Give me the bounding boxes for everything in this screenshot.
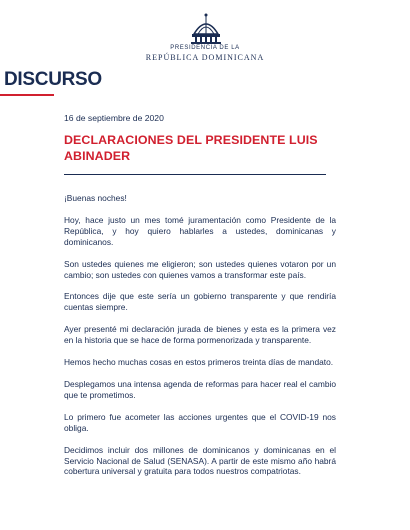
- org-name-line2: REPÚBLICA DOMINICANA: [145, 53, 265, 62]
- paragraph: Son ustedes quienes me eligieron; son ustedes quienes votaron por un cambio; son ustedes con quienes vamos a transformar este país.: [64, 258, 336, 280]
- paragraph: ¡Buenas noches!: [64, 193, 127, 203]
- title-divider: [64, 174, 326, 175]
- page-header: [0, 0, 410, 66]
- section-label: DISCURSO: [4, 69, 102, 90]
- paragraph: Hemos hecho muchas cosas en estos primeros treinta días de mandato.: [64, 357, 334, 368]
- paragraph: Entonces dije que este sería un gobierno transparente y que rendiría cuentas siempre.: [64, 291, 336, 313]
- org-name-line1: PRESIDENCIA DE LA: [170, 45, 240, 51]
- coat-of-arms-icon: [186, 12, 226, 44]
- paragraph: Desplegamos una intensa agenda de reformas para hacer real el cambio que te prometimos.: [64, 378, 336, 400]
- document-title: DECLARACIONES DEL PRESIDENTE LUIS ABINADER: [64, 133, 318, 163]
- paragraph: Hoy, hace justo un mes tomé juramentación como Presidente de la República, y hoy quiero hablarles a ustedes, dominicanas y dominicanos.: [64, 214, 336, 247]
- paragraph: Ayer presenté mi declaración jurada de bienes y esta es la primera vez en la historia que se hace de forma pormenorizada y transparente.: [64, 324, 336, 346]
- document-body: [64, 193, 336, 477]
- document-content: [64, 113, 336, 488]
- paragraph: Decidimos incluir dos millones de dominicanos y dominicanas en el Servicio Nacional de Salud (SENASA). A partir de este mismo año habrá cobertura universal y gratuita para todos nuestros compatriotas.: [64, 444, 336, 477]
- document-date: 16 de septiembre de 2020: [64, 113, 164, 123]
- section-accent-bar: [0, 94, 54, 96]
- paragraph: Lo primero fue acometer las acciones urgentes que el COVID-19 nos obliga.: [64, 411, 336, 433]
